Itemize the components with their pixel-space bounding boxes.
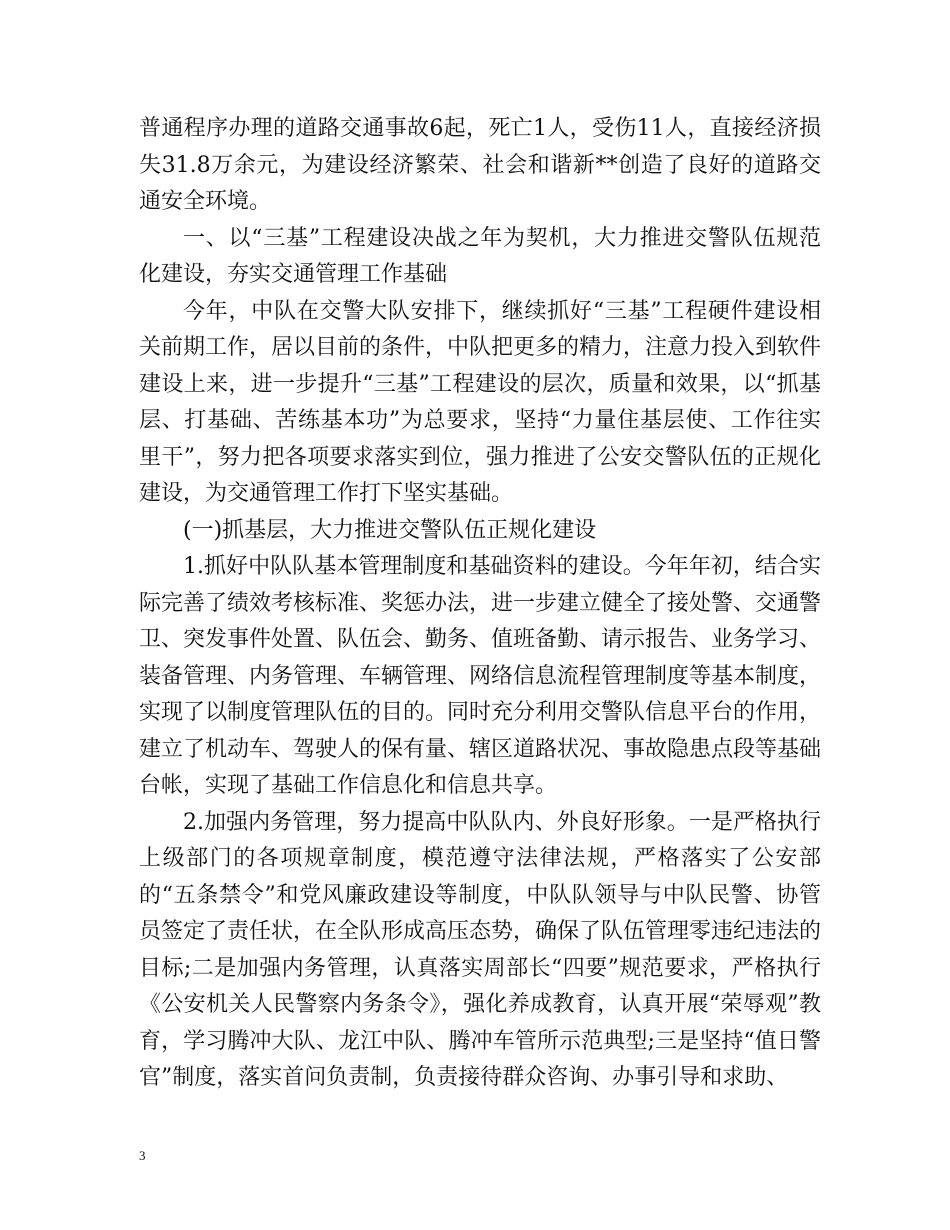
paragraph-item-2: 2.加强内务管理，努力提高中队队内、外良好形象。一是严格执行上级部门的各项规章制度，模范遵守法律法规，严格落实了公安部的“五条禁令”和党风廉政建设等制度，中队队领导与中队民警、协管员签定了责任状，在全队形成高压态势，确保了队伍管理零违纪违法的目标;二是加强内务管理，认真落实周部长“四要”规范要求，严格执行《公安机关人民警察内务条令》，强化养成教育，认真开展“荣辱观”教育，学习腾冲大队、龙江中队、腾冲车管所示范典型;三是坚持“值日警官”制度，落实首问负责制，负责接待群众咨询、办事引导和求助、 [139,809,822,1090]
paragraph-intro: 今年，中队在交警大队安排下，继续抓好“三基”工程硬件建设相关前期工作，居以目前的条件，中队把更多的精力，注意力投入到软件建设上来，进一步提升“三基”工程建设的层次，质量和效果，以“抓基层、打基础、苦练基本功”为总要求，坚持“力量住基层使、工作往实里干”，努力把各项要求落实到位，强力推进了公安交警队伍的正规化建设，为交通管理工作打下坚实基础。 [139,298,822,506]
paragraph-continuation: 普通程序办理的道路交通事故6起，死亡1人，受伤11人，直接经济损失31.8万余元，为建设经济繁荣、社会和谐新**创造了良好的道路交通安全环境。 [139,116,821,214]
page-number: 3 [139,1148,146,1163]
subsection-heading-1: (一)抓基层，大力推进交警队伍正规化建设 [183,517,597,543]
section-heading-1: 一、以“三基”工程建设决战之年为契机，大力推进交警队伍规范化建设，夯实交通管理工作基础 [139,225,821,287]
document-body [139,111,821,1097]
paragraph-item-1: 1.抓好中队队基本管理制度和基础资料的建设。今年年初，结合实际完善了绩效考核标准、奖惩办法，进一步建立健全了接处警、交通警卫、突发事件处置、队伍会、勤务、值班备勤、请示报告、业务学习、装备管理、内务管理、车辆管理、网络信息流程管理制度等基本制度，实现了以制度管理队伍的目的。同时充分利用交警队信息平台的作用，建立了机动车、驾驶人的保有量、辖区道路状况、事故隐患点段等基础台帐，实现了基础工作信息化和信息共享。 [139,554,822,798]
